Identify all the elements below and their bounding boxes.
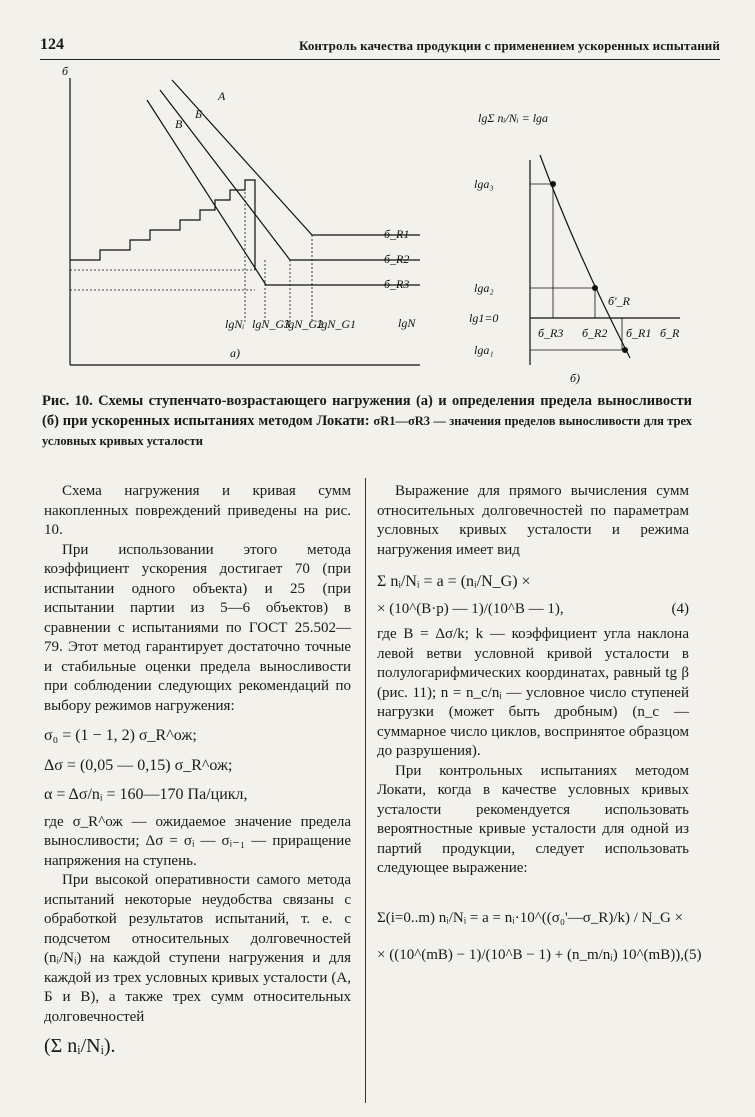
tick-lgng3: lgN_G3 bbox=[252, 317, 291, 331]
tick-lg1: lg1=0 bbox=[469, 311, 499, 325]
equation-4-number: (4) bbox=[671, 600, 689, 617]
right-column bbox=[377, 482, 702, 966]
limit-r3-label: б_R3 bbox=[384, 277, 410, 291]
left-paragraph-1: Схема нагружения и кривая сумм накопленных повреждений приведены на рис. 10. bbox=[44, 483, 351, 538]
tick-lgng2: lgN_G2 bbox=[285, 317, 324, 331]
curve-a-label: A bbox=[218, 89, 226, 103]
tick-sr1: б_R1 bbox=[626, 326, 652, 340]
formula-4-text: × (10^(B·p) — 1)/(10^B — 1), bbox=[377, 600, 564, 617]
left-axis-x-label: lgN bbox=[398, 316, 416, 330]
left-paragraph-2: При использовании этого метода коэффициент ускорения достигает 70 (при испытании одного объекта) и 25 (при испытании партии из 5—6 объектов) в сравнении с испытаниями по ГОСТ 25.502—79. Этот метод гарантирует достаточно точные и стабильные оценки предела выносливости при соблюдении следующих рекомендаций по выбору режимов нагружения: bbox=[44, 541, 351, 714]
formula-alpha: α = Δσ/nᵢ = 160—170 Па/цикл, bbox=[44, 786, 248, 803]
caption-line1: Рис. 10. Схемы ступенчато-возрастающего нагружения (а) и определения предела выносливости (б) при ускоренных испытаниях методом Локати: bbox=[42, 393, 692, 429]
panel-a-label: а) bbox=[230, 346, 240, 360]
page-number: 124 bbox=[40, 36, 64, 53]
formula-delta-sigma: Δσ = (0,05 — 0,15) σ_R^ож; bbox=[44, 756, 233, 774]
column-divider bbox=[365, 478, 366, 1103]
formula-5-line1: Σ(i=0..m) nᵢ/Nᵢ = a = nᵢ·10^((σ₀'—σ_R)/k) / N_G × bbox=[377, 909, 684, 926]
tick-lga2: lga₂ bbox=[474, 281, 494, 295]
curve-v-label: В bbox=[175, 117, 183, 131]
curve-b-label: Б bbox=[195, 107, 203, 121]
tick-lga1: lga₁ bbox=[474, 343, 494, 357]
point-sr-prime: б'_R bbox=[608, 294, 630, 308]
left-column bbox=[44, 482, 351, 1065]
figure-caption bbox=[42, 391, 692, 451]
right-top-label: lgΣ nᵢ/Nᵢ = lga bbox=[478, 111, 549, 125]
caption-line2: σR1—σR3 — значения пределов выносливости для трех условных кривых усталости bbox=[42, 414, 693, 448]
limit-r1-label: б_R1 bbox=[384, 227, 410, 241]
left-axis-y-label: б bbox=[62, 64, 69, 78]
running-title: Контроль качества продукции с применением ускоренных испытаний bbox=[298, 38, 720, 53]
equation-5-number: (5) bbox=[683, 947, 702, 963]
right-paragraph-3: При контрольных испытаниях методом Локати, когда в качестве условных кривых усталости рекомендуется использовать вероятностные кривые усталости для одной из партий продукции, следует использовать следующее выражение: bbox=[377, 762, 689, 876]
curve-a bbox=[172, 80, 420, 235]
tick-sr: б_R bbox=[660, 326, 680, 340]
panel-b-label: б) bbox=[570, 371, 581, 385]
formula-sigma0: σ₀ = (1 − 1, 2) σ_R^ож; bbox=[44, 727, 197, 744]
formula-4-line1: Σ nᵢ/Nᵢ = a = (nᵢ/N_G) × bbox=[377, 573, 531, 590]
tick-lgni: lgNᵢ bbox=[225, 317, 245, 331]
left-paragraph-3: где σ_R^ож — ожидаемое значение предела выносливости; Δσ = σᵢ — σᵢ₋₁ — приращение напряжения на ступень. bbox=[44, 813, 351, 869]
formula-5-text: × ((10^(mB) − 1)/(10^B − 1) + (n_m/nᵢ) 10^(mB)), bbox=[377, 947, 684, 963]
limit-r2-label: б_R2 bbox=[384, 252, 410, 266]
curve-v bbox=[147, 100, 420, 285]
tick-sr3: б_R3 bbox=[538, 326, 564, 340]
left-paragraph-4: При высокой оперативности самого метода испытаний некоторые неудобства связаны с обработкой результатов испытаний, т. е. с подсчетом относительных долговечностей (nᵢ/Nᵢ) на каждой ступени нагружения и для каждой из трех условных кривых усталости (А, Б и В), а также трех сумм относительных долговечностей bbox=[44, 872, 351, 1025]
formula-4-line2 bbox=[377, 600, 689, 620]
tick-sr2: б_R2 bbox=[582, 326, 608, 340]
tick-lgng1: lgN_G1 bbox=[318, 317, 357, 331]
right-paragraph-1: Выражение для прямого вычисления сумм относительных долговечностей по параметрам условных кривых усталости и режима нагружения имеет вид bbox=[377, 483, 689, 558]
tick-lga3: lga₃ bbox=[474, 177, 494, 191]
formula-sum: (Σ nᵢ/Nᵢ). bbox=[44, 1035, 116, 1057]
formula-5-line2 bbox=[377, 946, 702, 966]
right-paragraph-2: где B = Δσ/k; k — коэффициент угла наклона левой ветви условной кривой усталости в полулогарифмических координатах, равный tg β (рис. 11); n = n_c/nᵢ — условное число ступеней нагрузки (может быть дробным) (n_c — суммарное число циклов, воспринятое образцом до разрушения). bbox=[377, 626, 689, 759]
figure-10 bbox=[0, 60, 755, 390]
page-header bbox=[40, 36, 720, 56]
